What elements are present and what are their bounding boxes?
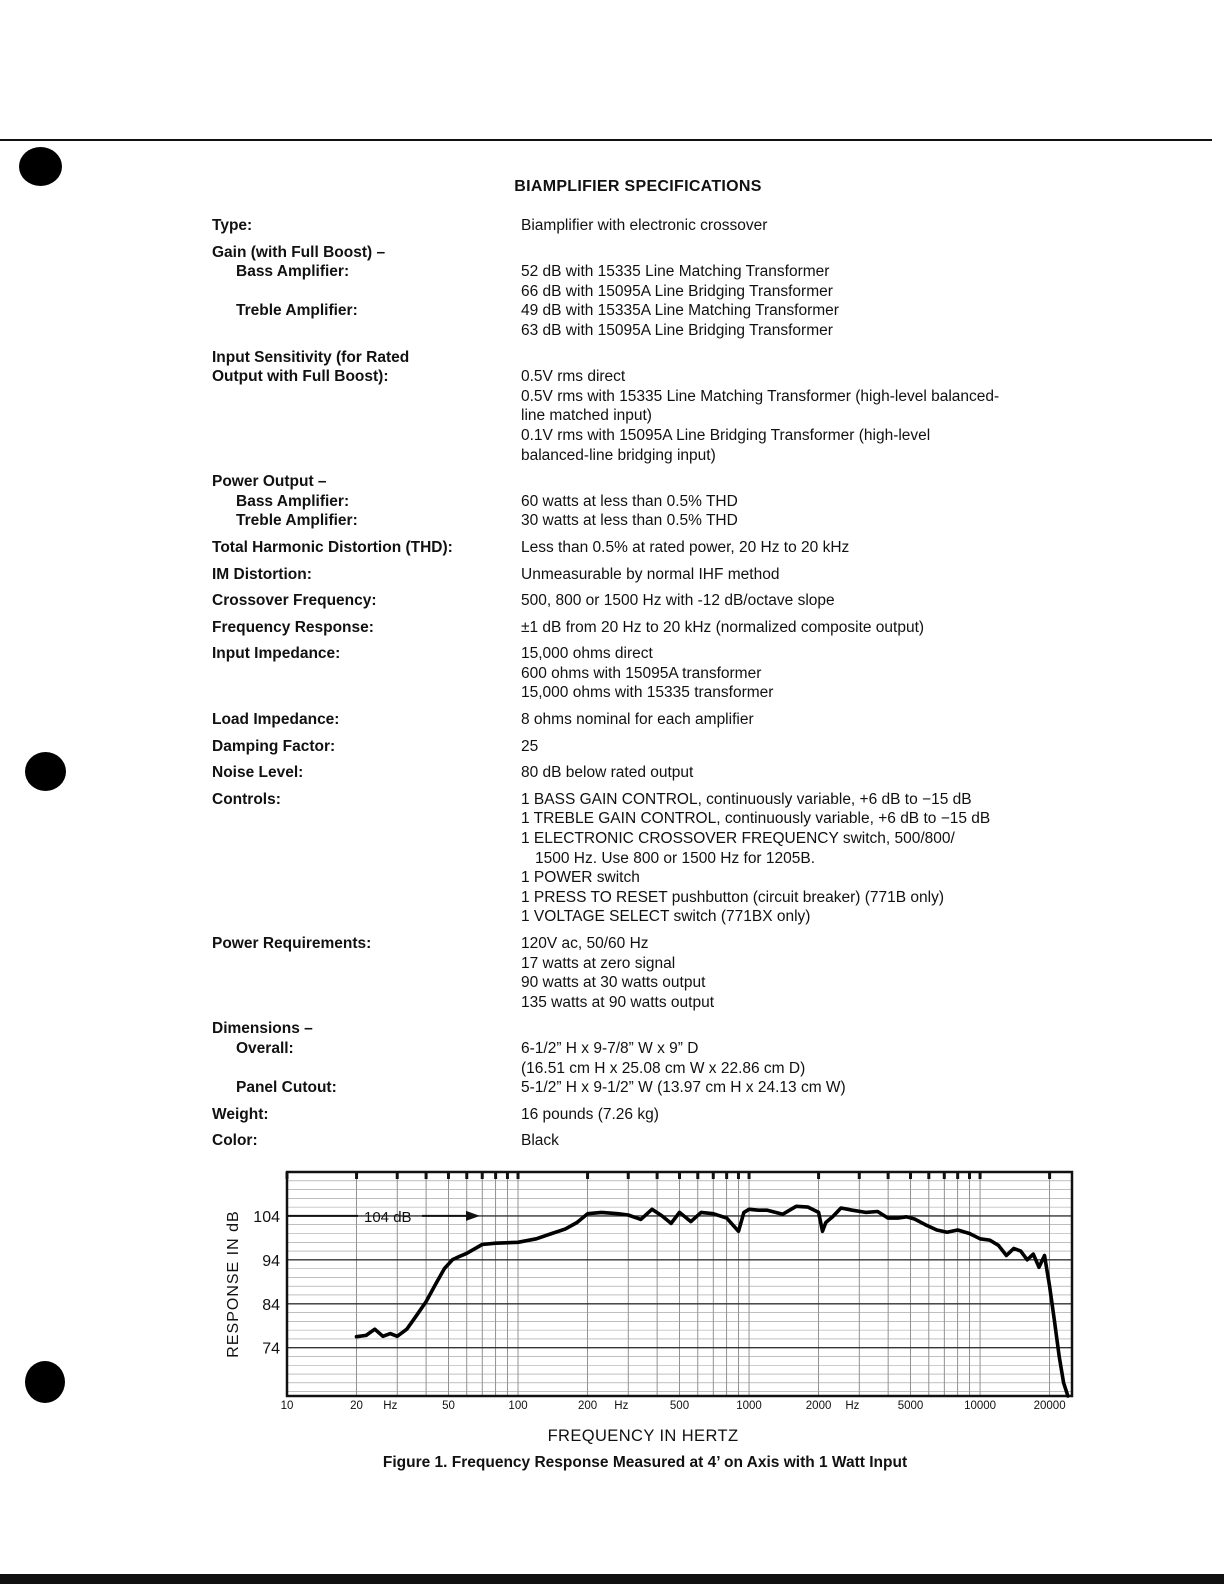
spec-value-line: 500, 800 or 1500 Hz with -12 dB/octave slope xyxy=(521,592,835,610)
spec-value xyxy=(521,1019,1072,1097)
spec-label-line: Power Requirements: xyxy=(212,935,372,952)
spec-label xyxy=(212,790,521,927)
spec-value-line xyxy=(521,243,1072,263)
spec-row xyxy=(212,1131,1072,1151)
spec-label-line: Total Harmonic Distortion (THD): xyxy=(212,538,453,556)
spec-value xyxy=(521,737,1072,757)
x-tick-label: 20 xyxy=(350,1400,363,1412)
spec-row xyxy=(212,763,1072,783)
spec-value-line: 1 PRESS TO RESET pushbutton (circuit breaker) (771B only) xyxy=(521,888,944,906)
spec-value-line: 1 VOLTAGE SELECT switch (771BX only) xyxy=(521,908,811,926)
x-axis-label: FREQUENCY IN HERTZ xyxy=(547,1427,739,1445)
spec-row xyxy=(212,216,1072,236)
spec-label xyxy=(212,243,521,341)
x-unit-label: Hz xyxy=(614,1400,629,1412)
x-tick-label: 20000 xyxy=(1033,1400,1066,1412)
spec-label xyxy=(212,472,521,531)
spec-label-line: Noise Level: xyxy=(212,764,304,782)
response-curve xyxy=(357,1206,1068,1396)
x-unit-label: Hz xyxy=(383,1400,398,1412)
x-tick-label: 10000 xyxy=(964,1400,997,1412)
spec-value xyxy=(521,790,1072,927)
spec-value xyxy=(521,565,1072,585)
top-rule xyxy=(0,139,1212,141)
spec-label-line xyxy=(212,282,521,302)
spec-row xyxy=(212,472,1072,531)
spec-label-line: Load Impedance: xyxy=(212,711,340,729)
spec-value-line: line matched input) xyxy=(521,407,652,425)
spec-label xyxy=(212,737,521,757)
x-tick-label: 50 xyxy=(442,1400,455,1412)
chart-svg xyxy=(0,1160,1224,1490)
punch-hole-middle xyxy=(25,752,66,791)
spec-value xyxy=(521,591,1072,611)
x-tick-label: 1000 xyxy=(736,1400,762,1412)
spec-label xyxy=(212,1105,521,1125)
frequency-response-chart xyxy=(0,1160,1224,1490)
spec-label-line: Panel Cutout: xyxy=(236,1079,337,1097)
spec-label xyxy=(212,591,521,611)
reference-label: 104 dB xyxy=(364,1208,412,1226)
x-tick-label: 500 xyxy=(669,1400,690,1412)
spec-row xyxy=(212,1019,1072,1097)
spec-value xyxy=(521,538,1072,558)
spec-value-line: 0.1V rms with 15095A Line Bridging Transformer (high-level xyxy=(521,426,931,444)
spec-value-line: 1 BASS GAIN CONTROL, continuously variable, +6 dB to −15 dB xyxy=(521,790,972,808)
spec-value-line: Biamplifier with electronic crossover xyxy=(521,217,768,234)
spec-row xyxy=(212,1105,1072,1125)
spec-value-line: 0.5V rms with 15335 Line Matching Transformer (high-level balanced- xyxy=(521,387,1000,405)
spec-value xyxy=(521,243,1072,341)
spec-label-line: Power Output – xyxy=(212,473,327,491)
spec-row xyxy=(212,565,1072,585)
spec-label-line: Frequency Response: xyxy=(212,618,374,636)
spec-row xyxy=(212,618,1072,638)
spec-label xyxy=(212,934,521,1012)
spec-value xyxy=(521,934,1072,1012)
spec-label-line: Bass Amplifier: xyxy=(236,492,350,510)
spec-value-line: 63 dB with 15095A Line Bridging Transformer xyxy=(521,321,833,339)
spec-value-line: Less than 0.5% at rated power, 20 Hz to 20 kHz xyxy=(521,538,850,556)
spec-label-line xyxy=(212,1059,521,1079)
spec-label-line: Output with Full Boost): xyxy=(212,368,389,386)
spec-label-line: Treble Amplifier: xyxy=(236,302,358,320)
spec-label xyxy=(212,565,521,585)
spec-label-line: Gain (with Full Boost) – xyxy=(212,243,386,261)
spec-label-line: Bass Amplifier: xyxy=(236,263,350,281)
spec-value-line: Unmeasurable by normal IHF method xyxy=(521,565,780,583)
spec-label-line: Color: xyxy=(212,1132,258,1150)
spec-row xyxy=(212,243,1072,341)
spec-value xyxy=(521,710,1072,730)
figure-caption: Figure 1. Frequency Response Measured at 4’ on Axis with 1 Watt Input xyxy=(382,1454,908,1471)
spec-value-line: 15,000 ohms direct xyxy=(521,645,653,663)
spec-value-line: 0.5V rms direct xyxy=(521,368,626,386)
spec-value-line: 1500 Hz. Use 800 or 1500 Hz for 1205B. xyxy=(535,849,816,867)
spec-value-line: 16 pounds (7.26 kg) xyxy=(521,1105,659,1123)
spec-value-line: 17 watts at zero signal xyxy=(521,954,676,972)
spec-value xyxy=(521,644,1072,703)
x-tick-label: 200 xyxy=(577,1400,598,1412)
spec-label-line: Controls: xyxy=(212,790,281,808)
spec-value-line: 135 watts at 90 watts output xyxy=(521,993,715,1011)
spec-label-line: Dimensions – xyxy=(212,1020,313,1038)
spec-value xyxy=(521,472,1072,531)
spec-value-line: (16.51 cm H x 25.08 cm W x 22.86 cm D) xyxy=(521,1059,806,1077)
spec-value-line: 8 ohms nominal for each amplifier xyxy=(521,711,754,729)
y-tick-label: 94 xyxy=(262,1252,280,1270)
spec-row xyxy=(212,644,1072,703)
spec-value xyxy=(521,1105,1072,1125)
spec-label xyxy=(212,216,521,236)
x-tick-label: 100 xyxy=(508,1400,528,1412)
spec-value xyxy=(521,348,1072,466)
spec-value-line: 66 dB with 15095A Line Bridging Transformer xyxy=(521,282,833,300)
spec-value-line: 80 dB below rated output xyxy=(521,764,694,782)
spec-label-line: Treble Amplifier: xyxy=(236,512,358,530)
spec-label xyxy=(212,618,521,638)
spec-table xyxy=(212,216,1072,1151)
spec-row xyxy=(212,591,1072,611)
spec-value-line: 6-1/2” H x 9-7/8” W x 9” D xyxy=(521,1039,699,1057)
spec-value xyxy=(521,763,1072,783)
spec-value-line: 1 POWER switch xyxy=(521,869,640,887)
spec-row xyxy=(212,538,1072,558)
spec-value-line xyxy=(521,348,1072,368)
spec-value-line xyxy=(521,1019,1072,1039)
page-title: BIAMPLIFIER SPECIFICATIONS xyxy=(514,178,762,195)
spec-label-line: Type: xyxy=(212,217,253,234)
spec-value-line: 1 ELECTRONIC CROSSOVER FREQUENCY switch, 500/800/ xyxy=(521,830,955,848)
spec-label xyxy=(212,1019,521,1097)
spec-label xyxy=(212,644,521,703)
spec-label xyxy=(212,538,521,558)
bottom-rule xyxy=(0,1574,1224,1584)
spec-value-line: 15,000 ohms with 15335 transformer xyxy=(521,684,774,702)
spec-value-line: 5-1/2” H x 9-1/2” W (13.97 cm H x 24.13 cm W) xyxy=(521,1079,846,1097)
spec-row xyxy=(212,737,1072,757)
spec-value-line: balanced-line bridging input) xyxy=(521,446,716,464)
spec-label-line: IM Distortion: xyxy=(212,565,312,583)
x-tick-label: 5000 xyxy=(897,1400,924,1412)
spec-label-line: Overall: xyxy=(236,1039,294,1057)
spec-value-line: 30 watts at less than 0.5% THD xyxy=(521,512,738,530)
spec-value xyxy=(521,1131,1072,1151)
y-axis-label: RESPONSE IN dB xyxy=(225,1210,242,1358)
spec-value-line: 49 dB with 15335A Line Matching Transformer xyxy=(521,302,839,320)
spec-value-line: 120V ac, 50/60 Hz xyxy=(521,935,649,952)
spec-label xyxy=(212,1131,521,1151)
spec-row xyxy=(212,348,1072,466)
spec-label xyxy=(212,348,521,466)
spec-label-line: Input Impedance: xyxy=(212,645,341,663)
spec-value xyxy=(521,216,1072,236)
y-tick-label: 104 xyxy=(253,1208,280,1226)
spec-label-line: Damping Factor: xyxy=(212,737,336,755)
spec-value-line xyxy=(521,472,1072,492)
x-tick-label: 2000 xyxy=(805,1400,832,1412)
x-tick-label: 10 xyxy=(280,1400,294,1412)
spec-value-line: 25 xyxy=(521,737,539,755)
spec-value-line: 1 TREBLE GAIN CONTROL, continuously variable, +6 dB to −15 dB xyxy=(521,810,991,828)
spec-value xyxy=(521,618,1072,638)
spec-value-line: 600 ohms with 15095A transformer xyxy=(521,664,762,682)
spec-label xyxy=(212,710,521,730)
spec-label xyxy=(212,763,521,783)
y-tick-label: 84 xyxy=(262,1296,280,1314)
spec-row xyxy=(212,710,1072,730)
spec-label-line: Weight: xyxy=(212,1105,269,1123)
reference-arrow-head xyxy=(466,1211,480,1221)
spec-value-line: 60 watts at less than 0.5% THD xyxy=(521,492,738,510)
spec-label-line: Crossover Frequency: xyxy=(212,592,377,610)
spec-value-line: Black xyxy=(521,1132,559,1150)
spec-label-line: Input Sensitivity (for Rated xyxy=(212,348,410,366)
spec-row xyxy=(212,934,1072,1012)
spec-value-line: ±1 dB from 20 Hz to 20 kHz (normalized composite output) xyxy=(521,618,925,636)
y-tick-label: 74 xyxy=(262,1340,280,1358)
spec-value-line: 90 watts at 30 watts output xyxy=(521,974,706,992)
spec-row xyxy=(212,790,1072,927)
x-unit-label: Hz xyxy=(845,1400,860,1412)
spec-value-line: 52 dB with 15335 Line Matching Transformer xyxy=(521,263,830,281)
